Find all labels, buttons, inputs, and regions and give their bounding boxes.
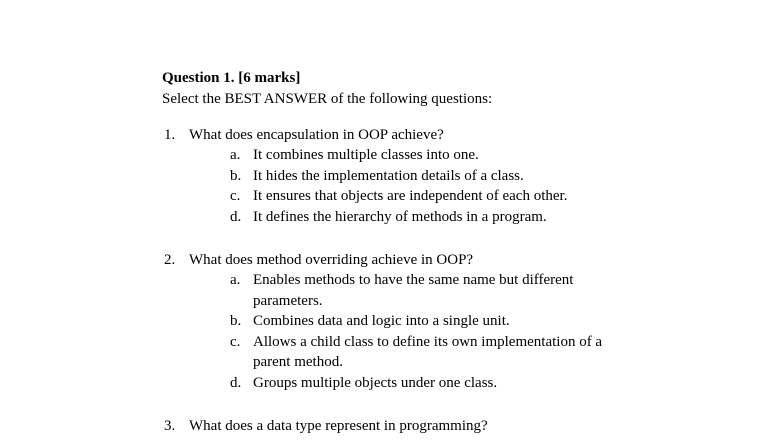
option-letter: c. bbox=[230, 188, 241, 204]
options-list bbox=[230, 270, 640, 393]
question-number: 1. bbox=[164, 127, 176, 143]
option-letter: b. bbox=[230, 313, 242, 329]
question-text: What does method overriding achieve in OOP? bbox=[189, 252, 474, 268]
option-c bbox=[230, 186, 640, 207]
option-letter: a. bbox=[230, 147, 241, 163]
option-text: It ensures that objects are independent of each other. bbox=[253, 188, 568, 204]
question-number: 3. bbox=[164, 418, 176, 434]
option-letter: c. bbox=[230, 333, 241, 350]
question-heading: Question 1. [6 marks] bbox=[162, 70, 301, 86]
option-c bbox=[230, 332, 640, 373]
option-letter: d. bbox=[230, 374, 242, 391]
option-text: It combines multiple classes into one. bbox=[253, 147, 479, 163]
option-letter: b. bbox=[230, 167, 242, 184]
option-b bbox=[230, 166, 640, 187]
option-text: Allows a child class to define its own implementation of a parent method. bbox=[253, 333, 603, 370]
option-a bbox=[230, 145, 640, 166]
question-number: 2. bbox=[164, 252, 176, 268]
option-text: It defines the hierarchy of methods in a program. bbox=[253, 208, 547, 225]
option-text: Enables methods to have the same name but different parameters. bbox=[253, 272, 574, 309]
option-text: Combines data and logic into a single unit. bbox=[253, 313, 510, 329]
option-letter: a. bbox=[230, 272, 241, 288]
option-d bbox=[230, 207, 640, 228]
question-text: What does a data type represent in programming? bbox=[189, 418, 488, 434]
question-text: What does encapsulation in OOP achieve? bbox=[189, 127, 444, 143]
options-list bbox=[230, 145, 640, 227]
option-text: It hides the implementation details of a class. bbox=[253, 167, 524, 184]
option-d bbox=[230, 373, 640, 394]
option-b bbox=[230, 311, 640, 332]
instruction-text: Select the BEST ANSWER of the following questions: bbox=[162, 91, 493, 107]
option-letter: d. bbox=[230, 208, 242, 225]
option-a bbox=[230, 270, 640, 311]
option-text: Groups multiple objects under one class. bbox=[253, 374, 498, 391]
